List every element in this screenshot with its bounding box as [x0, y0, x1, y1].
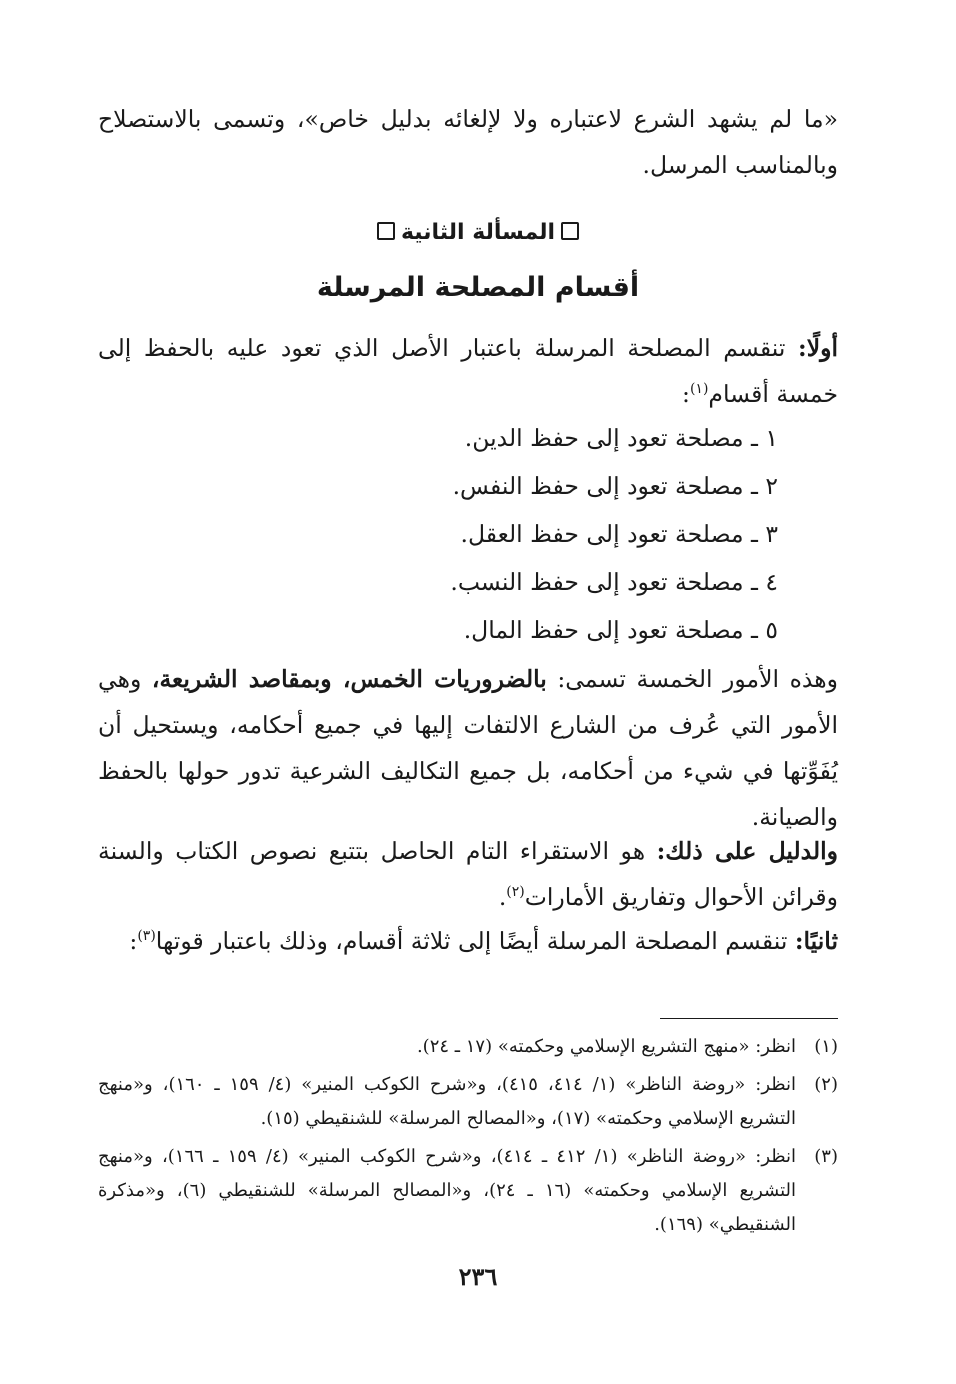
intro-text: «ما لم يشهد الشرع لاعتباره ولا لإلغائه بدليل خاص»، وتسمى بالاستصلاح وبالمناسب المرسل. — [98, 105, 838, 179]
second-text: تنقسم المصلحة المرسلة أيضًا إلى ثلاثة أقسام، وذلك باعتبار قوتها — [155, 927, 795, 955]
section-label — [0, 220, 956, 245]
list-item: ١ ـ مصلحة تعود إلى حفظ الدين. — [464, 424, 778, 452]
footnote-ref-2: (٢) — [506, 884, 525, 901]
footnote — [98, 1030, 838, 1064]
intro-paragraph — [98, 96, 838, 188]
list-item: ٢ ـ مصلحة تعود إلى حفظ النفس. — [452, 472, 778, 500]
list-item: ٣ ـ مصلحة تعود إلى حفظ العقل. — [460, 520, 778, 548]
footnote-number: (١) — [814, 1036, 838, 1057]
evidence-text: هو الاستقراء التام الحاصل بتتبع نصوص الكتاب والسنة وقرائن الأحوال وتفاريق الأمارات — [98, 837, 838, 911]
first-division-paragraph — [98, 325, 838, 417]
five-necessities-paragraph — [98, 656, 838, 840]
footnote-ref-1: (١) — [689, 381, 709, 398]
footnote-text: انظر: «روضة الناظر» (١/ ٤١٢ ـ ٤١٤)، و«شرح الكوكب المنير» (٤/ ١٥٩ ـ ١٦٦)، و«منهج التشريع الإسلامي وحكمته» (١٦ ـ ٢٤)، و«المصالح المرسلة» للشنقيطي (٦)، و«مذكرة الشنقيطي» (١٦٩). — [98, 1146, 797, 1235]
footnote-text: انظر: «روضة الناظر» (١/ ٤١٤، ٤١٥)، و«شرح الكوكب المنير» (٤/ ١٥٩ ـ ١٦٠)، و«منهج التشريع الإسلامي وحكمته» (١٧)، و«المصالح المرسلة» للشنقيطي (١٥). — [98, 1074, 797, 1129]
second-lead: ثانيًا: — [794, 927, 838, 955]
footnote-text: انظر: «منهج التشريع الإسلامي وحكمته» (١٧ ـ ٢٤). — [416, 1036, 796, 1057]
footnote-divider — [660, 1018, 838, 1019]
first-text: تنقسم المصلحة المرسلة باعتبار الأصل الذي تعود عليه بالحفظ إلى خمسة أقسام — [98, 334, 838, 408]
footnote — [98, 1140, 838, 1242]
second-tail: : — [129, 927, 138, 955]
list-item: ٤ ـ مصلحة تعود إلى حفظ النسب. — [450, 568, 778, 596]
five-bold: بالضروريات الخمس، وبمقاصد الشريعة، — [151, 665, 547, 693]
square-bullet-icon — [377, 222, 395, 240]
five-rest: وهي الأمور التي عُرف من الشارع الالتفات إليها في جميع أحكامه، ويستحيل أن يُفَوِّتها في شيء من أحكامه، بل جميع التكاليف الشرعية تدور حولها بالحفظ والصيانة. — [98, 665, 838, 831]
second-division-paragraph — [98, 918, 838, 964]
first-lead: أولًا: — [798, 334, 838, 362]
list-item: ٥ ـ مصلحة تعود إلى حفظ المال. — [463, 616, 778, 644]
first-tail: : — [682, 380, 690, 408]
footnotes — [98, 1030, 838, 1246]
footnote-number: (٣) — [814, 1146, 838, 1167]
footnote-number: (٢) — [814, 1074, 838, 1095]
footnote — [98, 1068, 838, 1136]
evidence-lead: والدليل على ذلك: — [656, 837, 838, 865]
five-necessities-list — [178, 414, 778, 654]
section-title: أقسام المصلحة المرسلة — [316, 272, 640, 303]
square-bullet-icon — [561, 222, 579, 240]
evidence-paragraph — [98, 828, 838, 920]
evidence-tail: . — [498, 883, 507, 911]
section-label-text: المسألة الثانية — [400, 220, 556, 245]
five-prefix: وهذه الأمور الخمسة تسمى: — [546, 665, 838, 693]
page-number: ٢٣٦ — [458, 1262, 498, 1291]
footnote-ref-3: (٣) — [137, 928, 156, 945]
